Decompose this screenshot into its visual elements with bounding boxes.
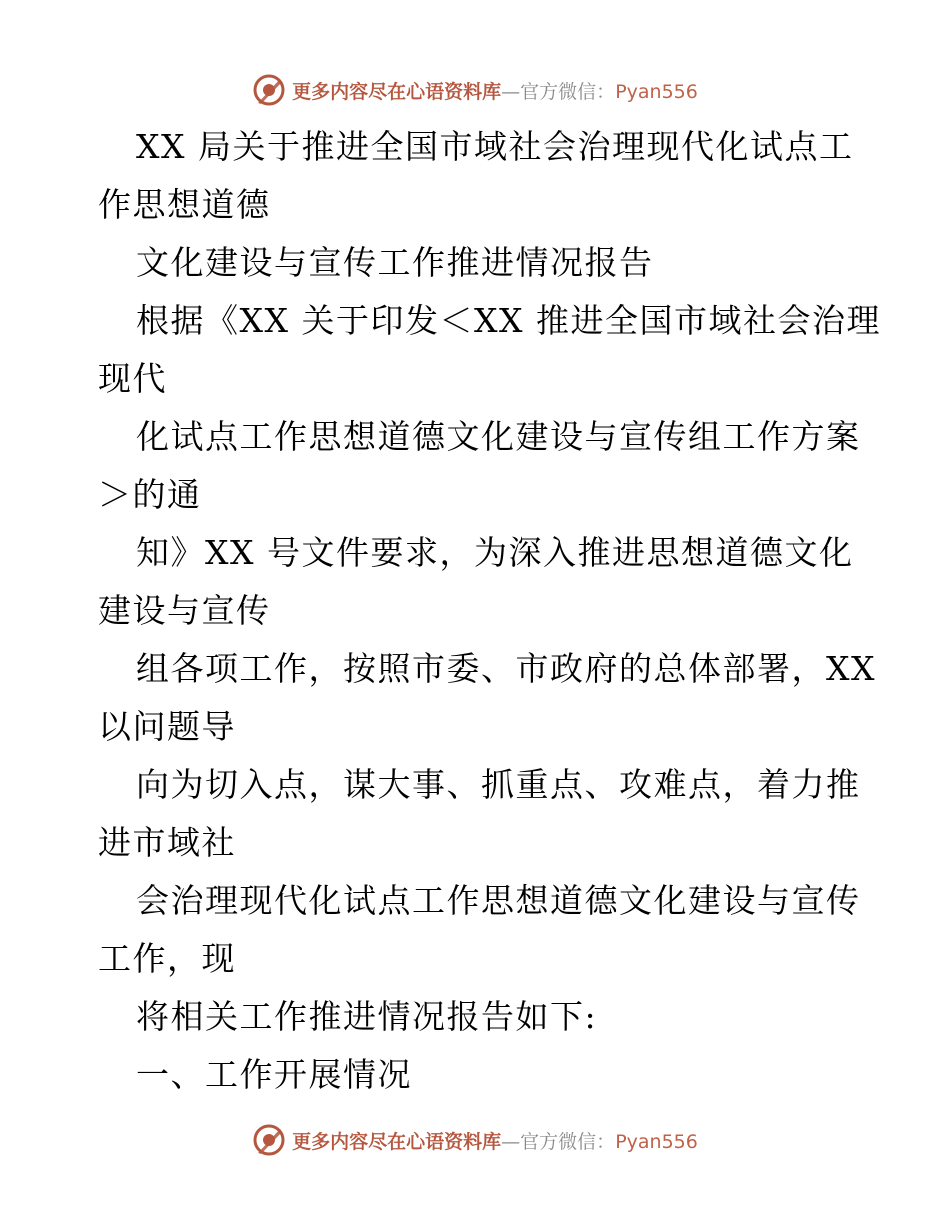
watermark-wechat-id: Pyan556: [615, 1130, 698, 1153]
text-line: 组各项工作，按照市委、市政府的总体部署，XX: [136, 649, 876, 688]
text-line: 作思想道德: [98, 185, 271, 224]
text-line: 一、工作开展情况: [136, 1055, 412, 1094]
text-line: 根据《XX 关于印发＜XX 推进全国市域社会治理: [136, 301, 881, 340]
text-line: 文化建设与宣传工作推进情况报告: [136, 243, 654, 282]
footer-watermark: [0, 1120, 950, 1160]
watermark-brand: 更多内容尽在心语资料库: [292, 80, 502, 103]
text-line: 进市域社: [98, 823, 236, 862]
watermark-text: [292, 1127, 698, 1154]
text-line: ＞的通: [98, 475, 202, 514]
text-line: 建设与宣传: [98, 591, 271, 630]
watermark-brand: 更多内容尽在心语资料库: [292, 1130, 502, 1153]
text-line: 以问题导: [98, 707, 236, 746]
watermark-wechat-id: Pyan556: [615, 80, 698, 103]
text-line: 将相关工作推进情况报告如下:: [136, 997, 598, 1036]
watermark-subtitle: 官方微信：: [520, 1130, 616, 1153]
text-line: XX 局关于推进全国市域社会治理现代化试点工: [136, 127, 854, 166]
quill-logo-icon: [252, 1123, 286, 1157]
text-line: 会治理现代化试点工作思想道德文化建设与宣传: [136, 881, 861, 920]
text-line: 知》XX 号文件要求，为深入推进思想道德文化: [136, 533, 854, 572]
text-line: 化试点工作思想道德文化建设与宣传组工作方案: [136, 417, 861, 456]
watermark-text: [292, 77, 698, 104]
quill-logo-icon: [252, 73, 286, 107]
text-line: 现代: [98, 359, 167, 398]
watermark-subtitle: 官方微信：: [520, 80, 616, 103]
text-line: 向为切入点，谋大事、抓重点、攻难点，着力推: [136, 765, 861, 804]
document-body: [98, 118, 881, 1104]
watermark-dash: —: [501, 80, 521, 103]
header-watermark: [0, 70, 950, 110]
text-line: 工作，现: [98, 939, 236, 978]
watermark-dash: —: [501, 1130, 521, 1153]
